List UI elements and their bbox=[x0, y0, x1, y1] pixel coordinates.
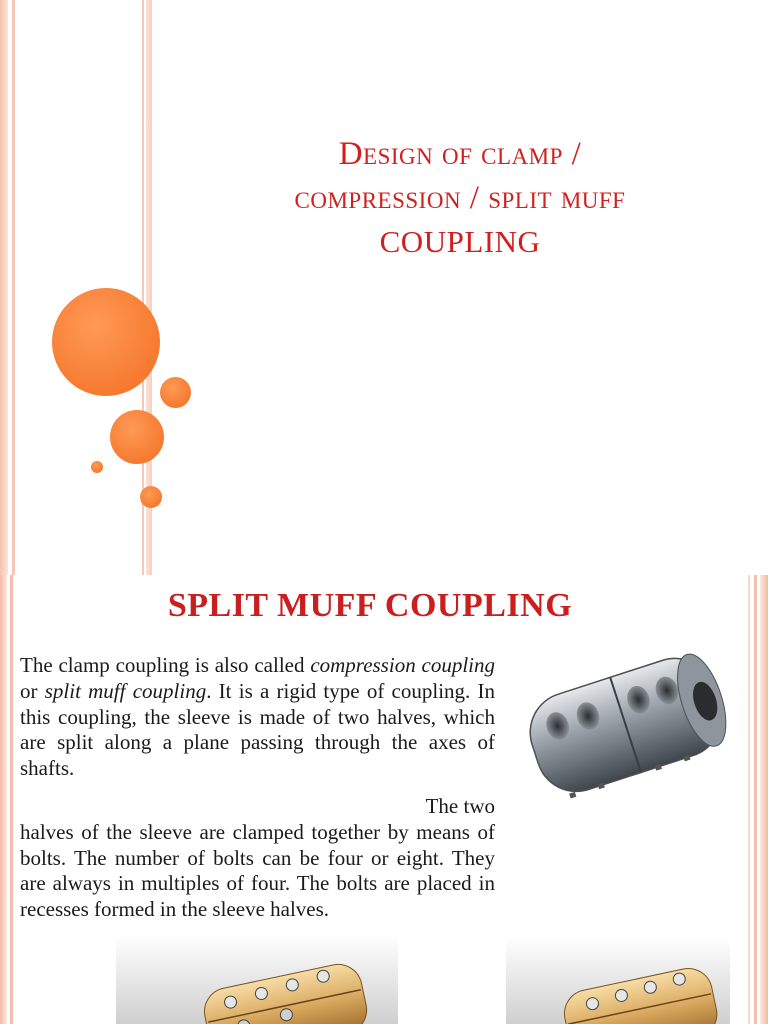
coupling-image bbox=[520, 635, 730, 810]
decor-stripe bbox=[0, 575, 7, 1024]
text-run: . It is a rigid type of coupling. In this coupling, the sleeve is made of two halves, which are split along a plane passing through the axes of shafts. bbox=[20, 678, 496, 781]
text-run: or bbox=[20, 678, 45, 703]
decor-circle-small bbox=[160, 377, 191, 408]
content-slide bbox=[0, 575, 768, 1024]
decor-stripe bbox=[754, 575, 757, 1024]
emphasis-term: compression coupling bbox=[310, 653, 495, 677]
decor-stripe bbox=[760, 575, 768, 1024]
text-run: The two bbox=[425, 794, 495, 818]
title-line: compression / split muff bbox=[294, 180, 626, 216]
brass-coupling-image bbox=[506, 937, 730, 1024]
decor-stripe bbox=[0, 0, 8, 575]
decor-circle-small bbox=[140, 486, 162, 508]
text-run: The clamp coupling is also called bbox=[20, 653, 311, 677]
decor-stripe bbox=[748, 575, 750, 1024]
slide-title bbox=[180, 132, 740, 264]
body-paragraph bbox=[20, 653, 495, 782]
text-run: halves of the sleeve are clamped together by means of bolts. The number of bolts can be four or eight. They are always in multiples of four. The bolts are placed in recesses formed in the sleeve halves. bbox=[20, 819, 495, 922]
title-line: COUPLING bbox=[379, 224, 541, 259]
brass-coupling-image bbox=[116, 935, 398, 1024]
decor-circle-large bbox=[52, 288, 160, 396]
title-line: Design of clamp / bbox=[338, 136, 582, 172]
decor-stripe bbox=[12, 0, 15, 575]
slide-title: SPLIT MUFF COUPLING bbox=[167, 587, 573, 624]
decor-stripe bbox=[10, 575, 13, 1024]
body-paragraph bbox=[20, 794, 495, 923]
decor-circle-medium bbox=[110, 410, 164, 464]
emphasis-term: split muff coupling bbox=[44, 678, 207, 703]
decor-circle-tiny bbox=[91, 461, 103, 473]
